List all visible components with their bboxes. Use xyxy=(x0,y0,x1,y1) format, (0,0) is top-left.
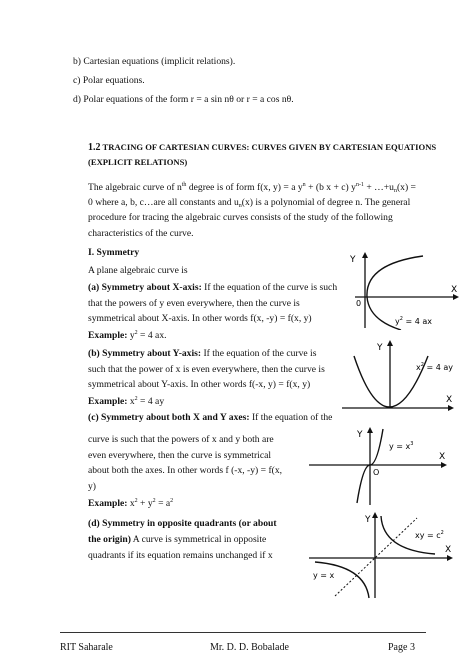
hyperbola-branch-2 xyxy=(315,562,369,598)
footer-divider xyxy=(60,632,426,633)
figure-parabola-y-axis xyxy=(340,338,460,418)
figure-rectangular-hyperbola xyxy=(305,510,460,600)
symmetry-d-line-1: (d) Symmetry in opposite quadrants (or about xyxy=(88,518,277,529)
symmetry-a-line-3: symmetrical about X-axis. In other words f(x, -y) = f(x, y) xyxy=(88,313,312,324)
line-equation-label: y = x xyxy=(313,571,335,580)
symmetry-d-line-2: the origin) A curve is symmetrical in opposite xyxy=(88,534,267,545)
line-y-equals-x xyxy=(335,518,417,596)
symmetry-d-line-3: quadrants if its equation remains unchanged if x xyxy=(88,550,273,561)
intro-line-2: 0 where a, b, c…are all constants and $u_n(x)$ is a polynomial of degree n. The general xyxy=(88,197,411,209)
figure-parabola-x-axis xyxy=(345,248,465,330)
symmetry-c-line-2: curve is such that the powers of x and y both are xyxy=(88,434,274,445)
symmetry-heading: I. Symmetry xyxy=(88,247,140,258)
y-axis-arrow-icon xyxy=(372,512,378,518)
symmetry-a-line-1: (a) Symmetry about X-axis: If the equation of the curve is such xyxy=(88,282,338,293)
y-axis-arrow-icon xyxy=(387,340,393,346)
symmetry-b-line-3: symmetrical about Y-axis. In other words f(-x, y) = f(x, y) xyxy=(88,379,311,390)
footer-left: RIT Saharale xyxy=(60,642,113,653)
symmetry-c-line-4: about both the axes. In other words f (-x, -y) = f(x, xyxy=(88,465,283,476)
symmetry-a-example: Example: $y^2 = 4$ ax. xyxy=(88,330,167,341)
equation-label: $x^2 = 4$ ay xyxy=(416,362,453,372)
x-axis-arrow-icon xyxy=(441,462,447,468)
intro-line-1: The algebraic curve of $n^{th}$ degree is of form f(x, y) = a $y^n + (b$ x + c) $y^{n-1}$ + $\dots+u_n(x)$ = xyxy=(88,182,416,194)
section-number: 1.2 xyxy=(88,142,101,153)
symmetry-c-line-3: even everywhere, then the curve is symmetrical xyxy=(88,450,272,461)
footer-page-number: Page 3 xyxy=(388,642,415,653)
y-axis-label: Y xyxy=(377,343,383,353)
equation-label: $y = x^3$ xyxy=(389,441,414,451)
symmetry-c-line-5: y) xyxy=(88,481,96,492)
symmetry-b-line-2: such that the power of x is even everywhere, then the curve is xyxy=(88,364,325,375)
y-axis-label: Y xyxy=(365,515,371,525)
section-heading xyxy=(88,141,436,154)
origin-label: O xyxy=(373,468,380,477)
list-item-d: d) Polar equations of the form r = a sin nθ or r = a cos nθ. xyxy=(73,94,294,105)
list-item-c: c) Polar equations. xyxy=(73,75,145,86)
x-axis-label: X xyxy=(439,452,446,462)
section-title-line2: (EXPLICIT RELATIONS) xyxy=(88,157,188,167)
y-axis-label: Y xyxy=(357,430,363,440)
symmetry-b-example: Example: $x^2 = 4$ ay xyxy=(88,396,165,407)
footer-center: Mr. D. D. Bobalade xyxy=(210,642,289,653)
y-axis-label: Y xyxy=(350,255,356,265)
symmetry-b-line-1: (b) Symmetry about Y-axis: If the equation of the curve is xyxy=(88,348,317,359)
intro-line-4: characteristics of the curve. xyxy=(88,228,194,239)
hyperbola-equation-label: xy = $c^2$ xyxy=(415,530,444,540)
x-axis-label: X xyxy=(451,285,458,295)
symmetry-c-example: Example: $x^2 + y^2 = a^2$ xyxy=(88,498,174,509)
x-axis-arrow-icon xyxy=(447,555,453,561)
section-title-line1: TRACING OF CARTESIAN CURVES: CURVES GIVEN BY CARTESIAN EQUATIONS xyxy=(102,142,437,152)
equation-label: $y^2 = 4$ ax xyxy=(395,316,432,326)
x-axis-label: X xyxy=(446,395,453,405)
y-axis-arrow-icon xyxy=(367,427,373,433)
intro-line-3: procedure for tracing the algebraic curves consists of the study of the following xyxy=(88,212,393,223)
x-axis-arrow-icon xyxy=(448,405,454,411)
plane-curve-text: A plane algebraic curve is xyxy=(88,265,188,276)
symmetry-a-line-2: that the powers of y even everywhere, then the curve is xyxy=(88,298,300,309)
list-item-b: b) Cartesian equations (implicit relations). xyxy=(73,56,236,67)
origin-label: 0 xyxy=(356,299,362,308)
symmetry-c-line-1: (c) Symmetry about both X and Y axes: If the equation of the xyxy=(88,412,333,423)
figure-cubic xyxy=(305,425,455,507)
x-axis-label: X xyxy=(445,545,452,555)
y-axis-arrow-icon xyxy=(362,252,368,258)
